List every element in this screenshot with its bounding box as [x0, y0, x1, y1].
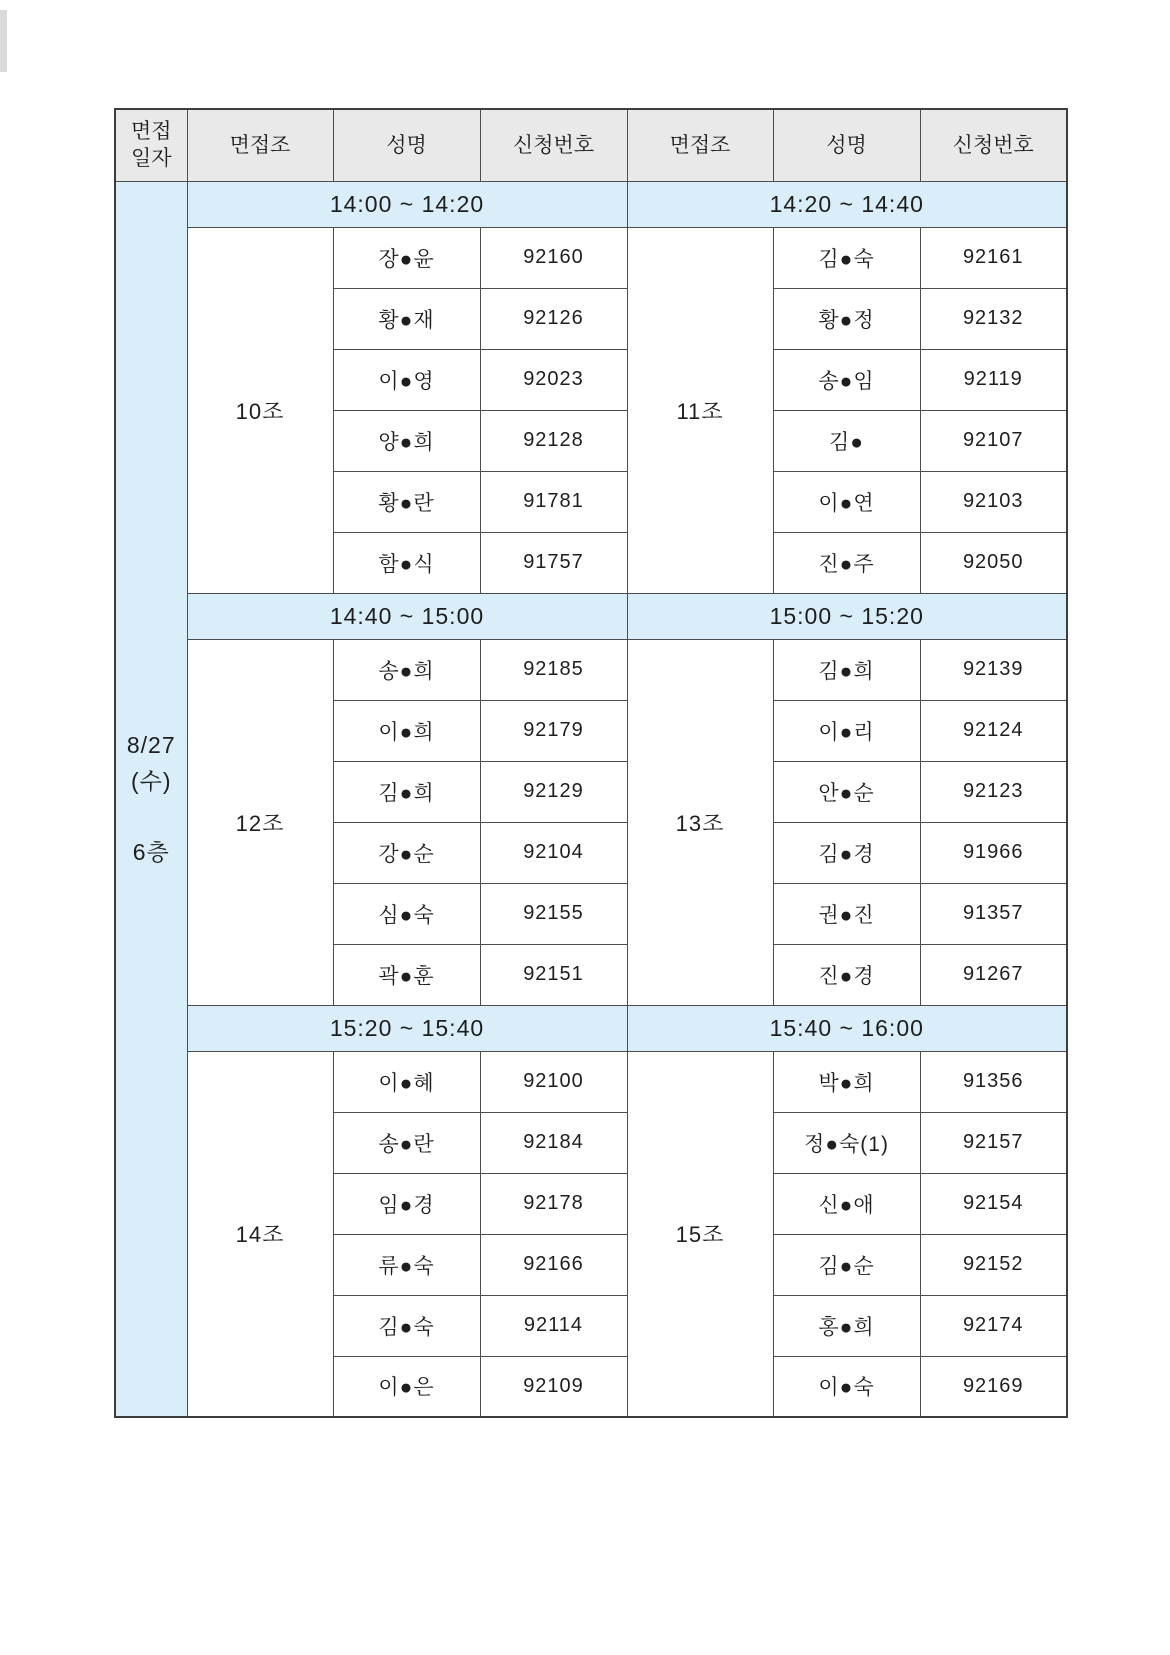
member-name: 황●란	[333, 471, 480, 532]
header-number-column-left: 신청번호	[480, 109, 627, 181]
member-number: 92132	[920, 288, 1067, 349]
interview-floor: 6층	[132, 839, 170, 866]
header-name-column-left: 성명	[333, 109, 480, 181]
header-group-column-left: 면접조	[187, 109, 333, 181]
time-slot: 14:00 ~ 14:20	[187, 181, 627, 227]
member-name: 김●숙	[333, 1295, 480, 1356]
time-bar-row	[115, 1005, 1067, 1051]
member-name: 안●순	[773, 761, 920, 822]
header-date-line2: 일자	[130, 147, 172, 171]
member-name: 김●경	[773, 822, 920, 883]
member-number: 92184	[480, 1112, 627, 1173]
header-group-column-right: 면접조	[627, 109, 773, 181]
time-slot: 14:20 ~ 14:40	[627, 181, 1067, 227]
interview-schedule-table	[114, 108, 1068, 1418]
member-number: 92128	[480, 410, 627, 471]
member-number: 92103	[920, 471, 1067, 532]
member-number: 92179	[480, 700, 627, 761]
member-number: 92124	[920, 700, 1067, 761]
member-number: 91356	[920, 1051, 1067, 1112]
interview-day: (수)	[130, 768, 172, 795]
member-name: 황●재	[333, 288, 480, 349]
member-number: 92157	[920, 1112, 1067, 1173]
member-name: 진●경	[773, 944, 920, 1005]
member-name: 이●리	[773, 700, 920, 761]
member-number: 91966	[920, 822, 1067, 883]
time-slot: 15:00 ~ 15:20	[627, 593, 1067, 639]
member-name: 황●정	[773, 288, 920, 349]
member-name: 함●식	[333, 532, 480, 593]
group-cell: 12조	[187, 639, 333, 1005]
member-name: 심●숙	[333, 883, 480, 944]
member-number: 92126	[480, 288, 627, 349]
member-number: 92185	[480, 639, 627, 700]
member-number: 92100	[480, 1051, 627, 1112]
member-name: 김●희	[773, 639, 920, 700]
time-bar-row	[115, 593, 1067, 639]
member-name: 송●란	[333, 1112, 480, 1173]
header-number-column-right: 신청번호	[920, 109, 1067, 181]
member-name: 임●경	[333, 1173, 480, 1234]
member-name: 장●윤	[333, 227, 480, 288]
interview-date-cell	[115, 181, 187, 1417]
header-name-column-right: 성명	[773, 109, 920, 181]
member-row	[115, 227, 1067, 288]
member-row	[115, 639, 1067, 700]
member-name: 이●숙	[773, 1356, 920, 1417]
member-name: 김●희	[333, 761, 480, 822]
group-cell: 14조	[187, 1051, 333, 1417]
member-number: 91357	[920, 883, 1067, 944]
member-number: 92104	[480, 822, 627, 883]
member-name: 양●희	[333, 410, 480, 471]
group-cell: 15조	[627, 1051, 773, 1417]
member-number: 92107	[920, 410, 1067, 471]
member-number: 92151	[480, 944, 627, 1005]
group-cell: 13조	[627, 639, 773, 1005]
member-name: 권●진	[773, 883, 920, 944]
member-number: 92174	[920, 1295, 1067, 1356]
member-name: 이●희	[333, 700, 480, 761]
group-cell: 11조	[627, 227, 773, 593]
member-number: 91757	[480, 532, 627, 593]
member-name: 정●숙(1)	[773, 1112, 920, 1173]
member-number: 91267	[920, 944, 1067, 1005]
member-name: 홍●희	[773, 1295, 920, 1356]
group-cell: 10조	[187, 227, 333, 593]
interview-date: 8/27	[126, 731, 176, 758]
member-number: 92160	[480, 227, 627, 288]
member-number: 92166	[480, 1234, 627, 1295]
header-date-column	[115, 109, 187, 181]
member-name: 이●연	[773, 471, 920, 532]
member-name: 이●영	[333, 349, 480, 410]
member-name: 김●	[773, 410, 920, 471]
header-date-line1: 면접	[130, 119, 172, 143]
member-number: 92154	[920, 1173, 1067, 1234]
member-name: 이●은	[333, 1356, 480, 1417]
time-slot: 15:40 ~ 16:00	[627, 1005, 1067, 1051]
member-number: 92109	[480, 1356, 627, 1417]
member-name: 진●주	[773, 532, 920, 593]
member-number: 92129	[480, 761, 627, 822]
member-name: 박●희	[773, 1051, 920, 1112]
member-name: 신●애	[773, 1173, 920, 1234]
table-header-row	[115, 109, 1067, 181]
member-name: 류●숙	[333, 1234, 480, 1295]
member-number: 92161	[920, 227, 1067, 288]
member-number: 92050	[920, 532, 1067, 593]
member-name: 이●혜	[333, 1051, 480, 1112]
time-slot: 14:40 ~ 15:00	[187, 593, 627, 639]
member-number: 92139	[920, 639, 1067, 700]
member-name: 김●순	[773, 1234, 920, 1295]
member-number: 92178	[480, 1173, 627, 1234]
scan-artifact	[0, 10, 7, 72]
member-number: 92023	[480, 349, 627, 410]
member-number: 92119	[920, 349, 1067, 410]
time-bar-row	[115, 181, 1067, 227]
member-number: 92152	[920, 1234, 1067, 1295]
member-number: 92169	[920, 1356, 1067, 1417]
member-number: 92114	[480, 1295, 627, 1356]
member-number: 91781	[480, 471, 627, 532]
member-name: 곽●훈	[333, 944, 480, 1005]
member-number: 92123	[920, 761, 1067, 822]
member-name: 송●임	[773, 349, 920, 410]
member-number: 92155	[480, 883, 627, 944]
member-name: 김●숙	[773, 227, 920, 288]
member-row	[115, 1051, 1067, 1112]
member-name: 강●순	[333, 822, 480, 883]
time-slot: 15:20 ~ 15:40	[187, 1005, 627, 1051]
member-name: 송●희	[333, 639, 480, 700]
